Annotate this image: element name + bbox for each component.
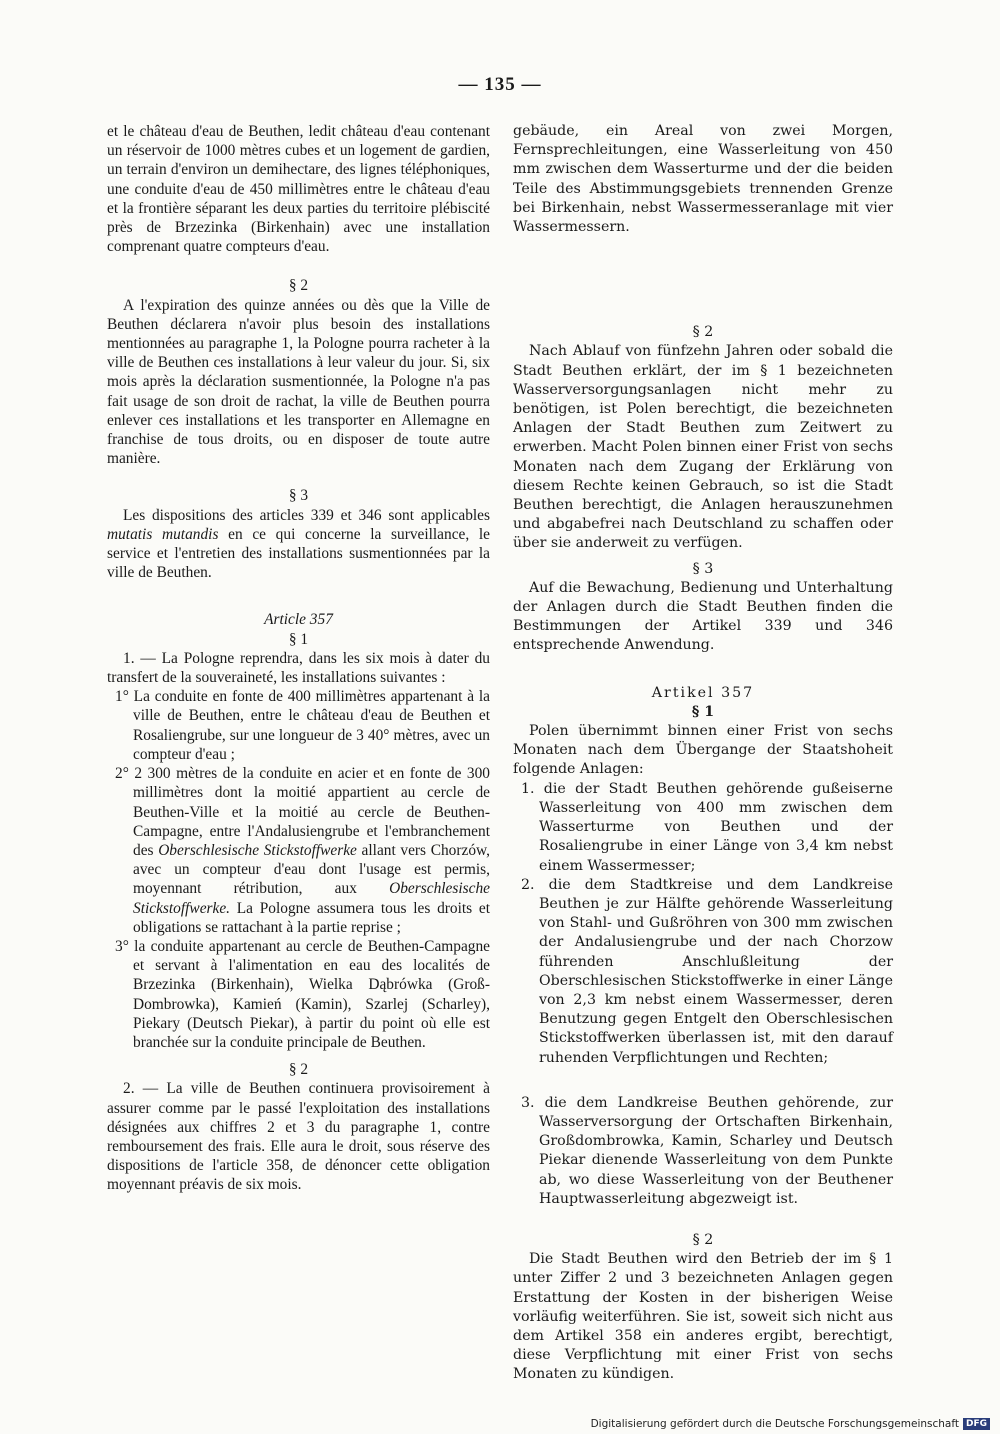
footer-text: Digitalisierung gefördert durch die Deutsche Forschungsgemeinschaft — [590, 1418, 959, 1430]
german-column — [513, 122, 893, 1385]
de-a-s1-heading: § 1 — [691, 703, 715, 720]
de-a-s2-text: Die Stadt Beuthen wird den Betrieb der im § 1 unter Ziffer 2 und 3 bezeichneten Anlagen gegen Erstattung der Kosten in der bisherigen Weise vorläufig weiterführen. Sie ist, soweit sich nicht aus dem Artikel 358 ein anderes ergibt, berechtigt, diese Verpflichtung mit einer Frist von sechs Monaten zu kündigen. — [513, 1251, 893, 1383]
fr-s3-text: Les dispositions des articles 339 et 346 sont applicables mutatis mutandis en ce qui concerne la surveillance, le service et l'entretien des installations susmentionnées par la ville de Beuthen. — [107, 506, 491, 582]
fr-s3-heading: § 3 — [288, 487, 309, 505]
de-intro: gebäude, ein Areal von zwei Morgen, Fernsprechleitungen, eine Wasserleitung von 450 mm zwischen dem Wasserturme und der die beiden Teile des Abstimmungsgebiets trennenden Grenze bei Birkenhain, nebst Wassermesseranlage mit vier Wassermessern. — [513, 123, 893, 236]
de-s3-heading: § 3 — [692, 560, 714, 577]
fr-s2-heading: § 2 — [288, 277, 309, 295]
french-column — [107, 122, 490, 1195]
de-a-s1-text: Polen übernimmt binnen einer Frist von sechs Monaten nach dem Übergange der Staatshoheit folgende Anlagen: — [513, 723, 893, 778]
fr-item-3: 3° la conduite appartenant au cercle de Beuthen-Campagne et servant à l'alimentation en eau des localités de Brzezinka (Birkenhain), Wielka Dąbrówka (Groß-Dombrowka), Kamień (Kamin), Szarlej (Scharley), Piekary (Deutsch Piekar), à partir du point où elle est branchée sur la conduite principale de Beuthen. — [115, 937, 490, 1051]
fr-a-s2-heading: § 2 — [288, 1061, 309, 1079]
de-s2-text: Nach Ablauf von fünfzehn Jahren oder sobald die Stadt Beuthen erklärt, der im § 1 bezeichneten Wasserversorgungsanlagen nicht mehr zu benötigen, ist Polen berechtigt, die bezeichneten Anlagen der Stadt Beuthen zum Zeitwert zu erwerben. Macht Polen binnen einer Frist von sechs Monaten nach dem Zugang der Erklärung von diesem Rechte keinen Gebrauch, so ist die Stadt Beuthen berechtigt, die Anlagen herauszunehmen und abgabefrei nach Deutschland zu schaffen oder über sie anderweit zu verfügen. — [513, 343, 893, 552]
fr-intro: et le château d'eau de Beuthen, ledit château d'eau contenant un réservoir de 1000 mètres cubes et un logement de gardien, un terrain d'environ un demihectare, des lignes téléphoniques, une conduite d'eau de 450 millimètres entre le château d'eau et la frontière séparant les deux parties du territoire plébiscité près de Brzezinka (Birkenhain) avec une installation comprenant quatre compteurs d'eau. — [107, 123, 490, 256]
de-item-2: 2. die dem Stadtkreise und dem Landkreise Beuthen je zur Hälfte gehörende Wasserleitung von Stahl- und Gußröhren von 300 mm zwischen der Andalusiengrube und der nach Chorzow führenden Anschlußleitung der Oberschlesischen Stickstoffwerke in einer Länge von 2,3 km nebst einem Wassermesser, deren Benutzung gegen Entgelt den Oberschlesischen Stickstoffwerken überlassen ist, mit den darauf ruhenden Verpflichtungen und Rechten; — [521, 876, 893, 1066]
fr-item-2: 2° 2 300 mètres de la conduite en acier et en fonte de 300 millimètres dont la moitié appartient au cercle de Beuthen-Ville et la moitié au cercle de Beuthen-Campagne, entre l'Andalusiengrube et l'embranchement des Oberschlesische Stickstoffwerke allant vers Chorzów, avec un compteur d'eau dont l'usage est permis, moyennant rétribution, aux Oberschlesische Stickstoffwerke. La Pologne assumera tous les droits et obligations se rattachant à la partie reprise ; — [115, 765, 490, 936]
fr-article-heading: Article 357 — [264, 611, 333, 629]
fr-a-s1-text: 1. — La Pologne reprendra, dans les six mois à dater du transfert de la souveraineté, les installations suivantes : — [107, 649, 490, 687]
page-number: — 135 — — [458, 74, 542, 95]
dfg-logo: DFG — [963, 1418, 990, 1430]
de-a-s2-heading: § 2 — [692, 1231, 714, 1248]
footer — [591, 1418, 990, 1430]
de-item-1: 1. die der Stadt Beuthen gehörende gußeiserne Wasserleitung von 400 mm zwischen dem Wasserturme von Beuthen und der Rosaliengrube in einer Länge von 3,4 km nebst einem Wassermesser; — [521, 780, 893, 874]
fr-a-s1-heading: § 1 — [288, 630, 309, 648]
fr-a-s2-text: 2. — La ville de Beuthen continuera provisoirement à assurer comme par le passé l'exploitation des installations désignées aux chiffres 2 et 3 du paragraphe 1, contre remboursement des frais. Elle aura le droit, sous réserve des dispositions de l'article 358, de dénoncer cette obligation moyennant préavis de six mois. — [107, 1080, 490, 1194]
de-article-heading: Artikel 357 — [651, 684, 755, 701]
fr-item-1: 1° La conduite en fonte de 400 millimètres appartenant à la ville de Beuthen, entre le château d'eau de Beuthen et Rosaliengrube, sur une longueur de 3 40° mètres, avec un compteur d'eau ; — [115, 688, 490, 763]
de-s3-text: Auf die Bewachung, Bedienung und Unterhaltung der Anlagen durch die Stadt Beuthen finden die Bestimmungen der Artikel 339 und 346 entsprechende Anwendung. — [513, 579, 893, 654]
fr-s2-text: A l'expiration des quinze années ou dès que la Ville de Beuthen déclarera n'avoir plus besoin des installations mentionnées au paragraphe 1, la Pologne pourra racheter à la ville de Beuthen ces installations à leur valeur du jour. Si, six mois après la déclaration susmentionnée, la Pologne n'a pas fait usage de son droit de rachat, la ville de Beuthen pourra enlever ces installations et les transporter en Allemagne en franchise de tous droits, ou en disposer de toute autre manière. — [107, 296, 490, 468]
de-item-3: 3. die dem Landkreise Beuthen gehörende, zur Wasserversorgung der Ortschaften Birkenhain, Großdombrowka, Kamin, Scharley und Deutsch Piekar dienende Wasserleitung von dem Punkte ab, wo diese Wasserleitung von der Beuthener Hauptwasserleitung abgezweigt ist. — [521, 1094, 893, 1207]
de-s2-heading: § 2 — [692, 324, 714, 341]
